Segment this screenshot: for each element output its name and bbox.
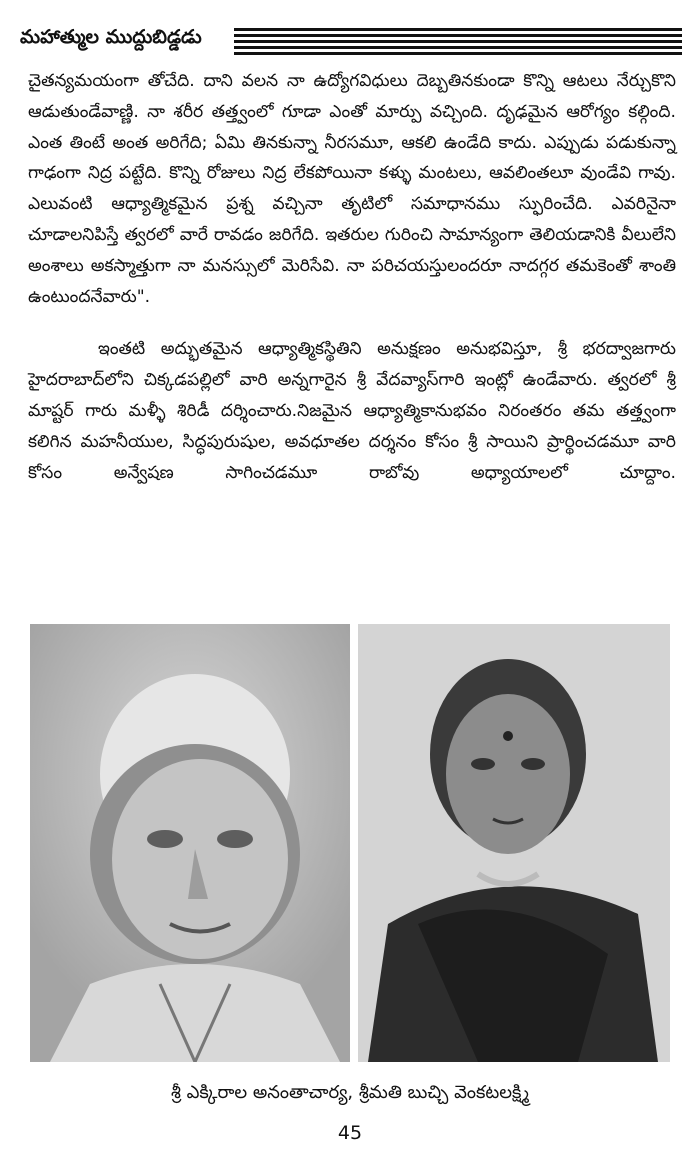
portrait-photo-man [30, 624, 350, 1062]
header-rules [234, 28, 682, 58]
paragraph-1 [28, 66, 676, 312]
photo-pair [30, 624, 670, 1062]
paragraph-1-text: చైతన్యమయంగా తోచేది. దాని వలన నా ఉద్యోగవిధులు దెబ్బతినకుండా కొన్ని ఆటలు నేర్చుకొని ఆడుతుండేవాణ్ణి. నా శరీర తత్త్వంలో గూడా ఎంతో మార్పు వచ్చింది. దృఢమైన ఆరోగ్యం కల్గింది. ఎంత తింటే అంత అరిగేది; ఏమి తినకున్నా నీరసమూ, ఆకలి ఉండేది కాదు. ఎప్పుడు పడుకున్నా గాఢంగా నిద్ర పట్టేది. కొన్ని రోజులు నిద్ర లేకపోయినా కళ్ళు మంటలు, ఆవలింతలూ వుండేవి గావు. ఎలువంటి ఆధ్యాత్మికమైన ప్రశ్న వచ్చినా తృటిలో సమాధానము స్ఫురించేది. ఎవరినైనా చూడాలనిపిస్తే త్వరలో వారే రావడం జరిగేది. ఇతరుల గురించి సామాన్యంగా తెలియడానికి వీలులేని అంశాలు అకస్మాత్తుగా నా మనస్సులో [28, 71, 676, 276]
paragraph-2 [28, 334, 676, 488]
page-header [20, 22, 682, 62]
portrait-photo-woman [358, 624, 670, 1062]
page-number: 45 [337, 1122, 363, 1144]
paragraph-2-last-line: కోసం అన్వేషణ సాగించడమూ రాబోవు అధ్యాయాలలో చూద్దాం. [28, 462, 676, 483]
paragraph-1-last-line: మెరిసేవి. నా పరిచయస్తులందరూ నాదగ్గర తమకెంతో శాంతి ఉంటుందనేవారు". [28, 255, 677, 307]
photo-caption: శ్రీ ఎక్కిరాల అనంతాచార్య, శ్రీమతి బుచ్చి వెంకటలక్ష్మి [170, 1082, 530, 1103]
body-text [28, 66, 676, 488]
running-title: మహాత్ముల ముద్దుబిడ్డడు [20, 26, 202, 48]
paragraph-2-text: ఇంతటి అద్భుతమైన ఆధ్యాత్మికస్థితిని అనుక్షణం అనుభవిస్తూ, శ్రీ భరద్వాజగారు హైదరాబాద్‌లోని చిక్కడపల్లిలో వారి అన్నగారైన శ్రీ వేదవ్యాస్‌గారి ఇంట్లో ఉండేవారు. త్వరలో శ్రీ మాష్టర్ గారు మళ్ళీ శిరిడీ దర్శించారు.నిజమైన ఆధ్యాత్మికానుభవం నిరంతరం తమ తత్త్వంగా కలిగిన మహనీయుల, సిద్ధపురుషుల, అవధూతల దర్శనం కోసం శ్రీ సాయిని ప్రార్థించడమూ వారి [28, 339, 676, 452]
